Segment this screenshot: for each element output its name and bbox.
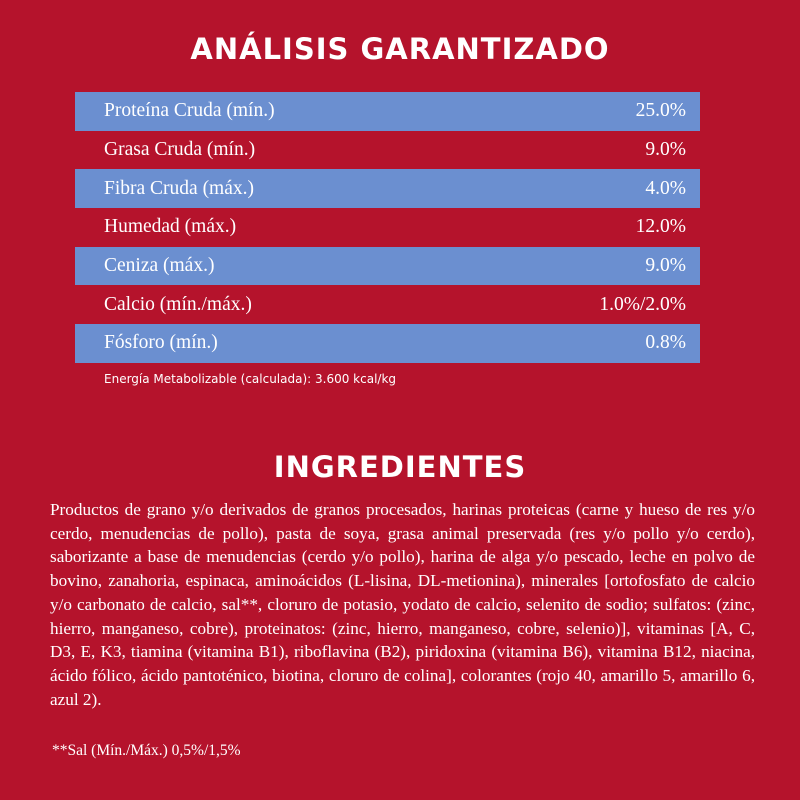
ingredients-paragraph: Productos de grano y/o derivados de granos procesados, harinas proteicas (carne y hueso de res y/o cerdo, menudencias de pollo), pasta de soya, grasa animal preservada (res y/o pollo y/o cerdo), saborizante a base de menudencias (cerdo y/o pollo), harina de alga y/o pescado, leche en polvo de bovino, zanahoria, espinaca, aminoácidos (L-lisina, DL-metionina), minerales [ortofosfato de calcio y/o carbonato de calcio, sal**, cloruro de potasio, yodato de calcio, selenito de sodio; sulfatos: (zinc, hierro, manganeso, cobre), proteinatos: (zinc, hierro, manganeso, cobre, selenio)], vitaminas [A, C, D3, E, K3, tiamina (vitamina B1), riboflavina (B2), piridoxina (vitamina B6), vitamina B12, niacina, ácido fólico, ácido pantoténico, biotina, cloruro de colina], colorantes (rojo 40, amarillo 5, amarillo 6, azul 2).: [50, 500, 755, 709]
row-label: Humedad (máx.): [104, 216, 237, 238]
row-value: 9.0%: [645, 255, 686, 277]
analysis-heading: ANÁLISIS GARANTIZADO: [190, 32, 610, 66]
row-value: 1.0%/2.0%: [599, 293, 686, 315]
row-label: Fibra Cruda (máx.): [104, 177, 255, 199]
table-row: [75, 169, 700, 208]
row-value: 12.0%: [635, 216, 686, 238]
table-row: [75, 131, 700, 170]
row-label: Calcio (mín./máx.): [104, 293, 252, 315]
row-label: Ceniza (máx.): [104, 255, 215, 277]
table-row: [75, 324, 700, 363]
row-value: 9.0%: [645, 139, 686, 161]
row-label: Proteína Cruda (mín.): [104, 100, 275, 122]
row-label: Fósforo (mín.): [104, 332, 218, 354]
row-value: 0.8%: [645, 332, 686, 354]
row-label: Grasa Cruda (mín.): [104, 139, 256, 161]
table-row: [75, 285, 700, 324]
energy-note: Energía Metabolizable (calculada): 3.600 kcal/kg: [104, 372, 397, 386]
row-value: 4.0%: [645, 177, 686, 199]
table-row: [75, 92, 700, 131]
table-row: [75, 247, 700, 286]
row-value: 25.0%: [635, 100, 686, 122]
guaranteed-analysis-table: [75, 92, 700, 363]
ingredients-heading: INGREDIENTES: [273, 450, 527, 484]
table-row: [75, 208, 700, 247]
salt-footnote: **Sal (Mín./Máx.) 0,5%/1,5%: [52, 742, 241, 759]
